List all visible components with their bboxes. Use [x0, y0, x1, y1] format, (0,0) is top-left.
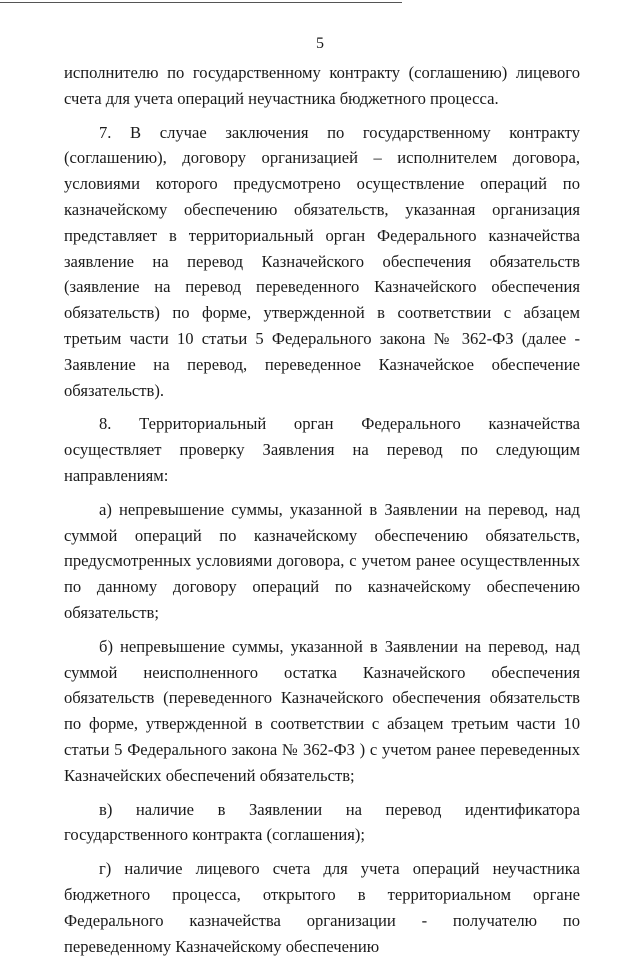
paragraph-subitem-a: а) непревышение суммы, указанной в Заявлении на перевод, над суммой операций по казначейскому обеспечению обязательств, предусмотренных условиями договора, с учетом ранее осуществленных по данному договору операций по казначейскому обеспечению обязательств; — [64, 499, 580, 622]
paragraph-subitem-v: в) наличие в Заявлении на перевод идентификатора государственного контракта (соглашения); — [64, 799, 580, 845]
paragraph-continuation: исполнителю по государственному контракту (соглашению) лицевого счета для учета операций неучастника бюджетного процесса. — [64, 63, 580, 108]
document-body — [64, 60, 580, 959]
paragraph-subitem-b: б) непревышение суммы, указанной в Заявлении на перевод, над суммой неисполненного остатка Казначейского обеспечения обязательств (переведенного Казначейского обеспечения обязательств по форме, утвержденной в соответствии с абзацем третьим части 10 статьи 5 Федерального закона № 362-ФЗ ) с учетом ранее переведенных Казначейских обеспечений обязательств; — [64, 636, 580, 785]
paragraph-item-7: 7. В случае заключения по государственному контракту (соглашению), договору организацией – исполнителем договора, условиями которого предусмотрено осуществление операций по казначейскому обеспечению обязательств, указанная организация представляет в территориальный орган Федерального казначейства заявление на перевод Казначейского обеспечения обязательств (заявление на перевод переведенного Казначейского обеспечения обязательств) по форме, утвержденной в соответствии с абзацем третьим части 10 статьи 5 Федерального закона № 362-ФЗ (далее - Заявление на перевод, переведенное Казначейское обеспечение обязательств). — [64, 122, 580, 400]
paragraph-subitem-g: г) наличие лицевого счета для учета операций неучастника бюджетного процесса, открытого в территориальном органе Федерального казначейства организации - получателю по переведенному Казначейскому обеспечению — [64, 859, 580, 956]
page-number: 5 — [316, 35, 324, 52]
top-border-line — [0, 2, 402, 3]
paragraph-item-8: 8. Территориальный орган Федерального казначейства осуществляет проверку Заявления на перевод по следующим направлениям: — [64, 414, 580, 485]
